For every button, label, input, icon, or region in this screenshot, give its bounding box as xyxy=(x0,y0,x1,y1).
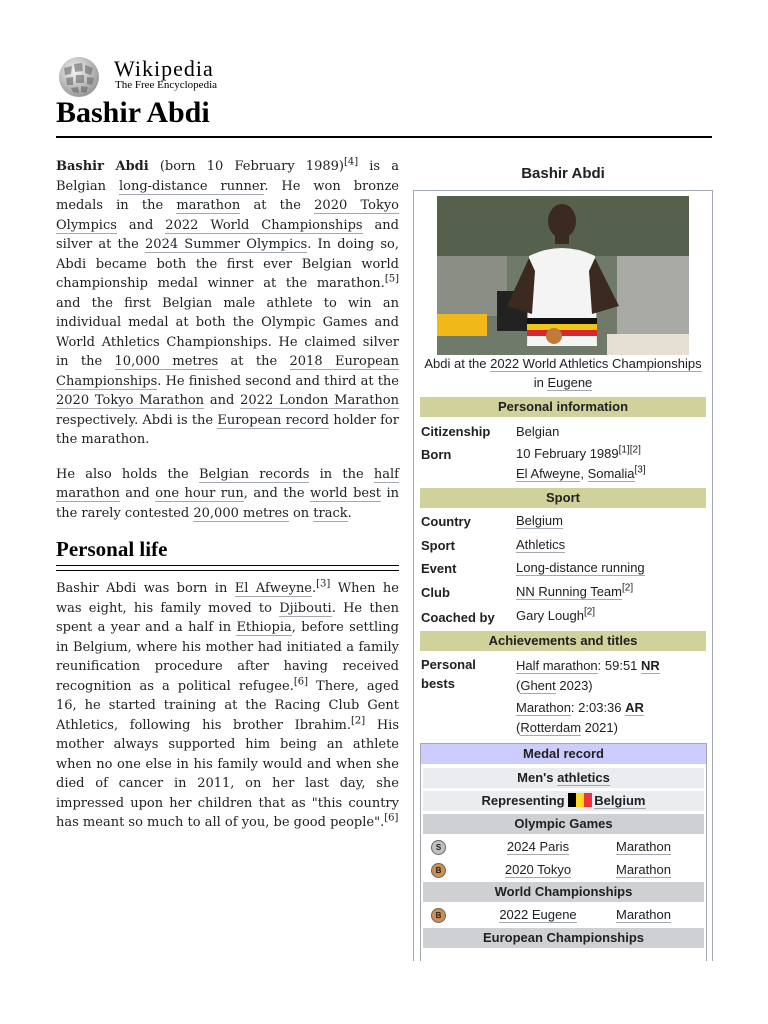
medal-record-header[interactable]: Medal record xyxy=(421,744,706,764)
wiki-link[interactable]: Ghent xyxy=(520,678,556,693)
text-run: and the first Belgian male athlete to win an individual medal at both the Olympic Games and World Athletics Championships. He claimed silver in the xyxy=(56,295,399,369)
wiki-link[interactable]: Belgian records xyxy=(198,466,310,482)
country-link[interactable]: Belgium xyxy=(594,793,646,808)
citation-ref[interactable]: [1][2] xyxy=(618,444,641,456)
medal-event-link[interactable]: 2022 Eugene xyxy=(499,907,577,922)
wiki-link[interactable]: Ethiopia xyxy=(236,620,292,635)
text-run: ( xyxy=(516,678,521,693)
infobox-title: Bashir Abdi xyxy=(521,165,605,182)
text-run: ( xyxy=(516,720,521,735)
wiki-link[interactable]: 2020 Tokyo Marathon xyxy=(56,393,205,408)
text-run: . xyxy=(312,581,317,596)
text-run: is a Belgian xyxy=(56,159,399,194)
section-sport: Sport xyxy=(420,488,706,508)
medal-event-link[interactable]: 2024 Paris xyxy=(506,839,570,854)
medal-event-link[interactable]: 2020 Tokyo xyxy=(504,862,572,877)
text-run: at the xyxy=(240,198,315,213)
medal-discipline-link[interactable]: Marathon xyxy=(616,907,671,922)
wiki-link[interactable]: El Afweyne xyxy=(234,581,313,596)
citation-ref[interactable]: [4] xyxy=(343,156,359,168)
tagline: The Free Encyclopedia xyxy=(115,79,218,91)
belgium-flag-icon xyxy=(568,793,592,807)
text-run: and xyxy=(116,217,166,233)
bronze-medal-icon: B xyxy=(431,863,446,878)
text-run: : 2:03:36 xyxy=(570,700,626,715)
citation-ref[interactable]: [6] xyxy=(293,676,308,688)
wiki-link[interactable]: half marathon xyxy=(56,466,399,501)
text-run: When he was eight, his family moved to xyxy=(56,581,400,616)
text-run: : 59:51 xyxy=(597,658,642,673)
intro-paragraph-2 xyxy=(56,465,399,524)
wiki-link[interactable]: NR xyxy=(641,658,660,673)
medal-entry xyxy=(423,904,704,926)
citation-ref[interactable]: [6] xyxy=(384,812,399,824)
section-heading-personal-life: Personal life xyxy=(56,537,168,561)
medal-record-table xyxy=(420,743,707,961)
text-run: in the rarely contested xyxy=(56,486,399,521)
personal-life-section xyxy=(56,579,399,833)
coach-label: Coached by xyxy=(421,610,495,625)
pb-half-marathon xyxy=(516,655,660,676)
section-personal-information: Personal information xyxy=(420,397,706,417)
wiki-link[interactable]: world best xyxy=(309,486,381,501)
pb-half-marathon-venue xyxy=(516,675,593,696)
wiki-link[interactable]: 20,000 metres xyxy=(193,505,289,521)
text-run: Abdi at the xyxy=(424,356,491,371)
wiki-link[interactable]: Eugene xyxy=(547,375,593,390)
citizenship-value: Belgian xyxy=(516,424,560,439)
citation-ref[interactable]: [3] xyxy=(316,578,331,590)
text-run: respectively. Abdi is the xyxy=(56,412,218,428)
text-run: on xyxy=(288,505,314,521)
page-title: Bashir Abdi xyxy=(56,96,210,129)
group-olympic-games: Olympic Games xyxy=(423,814,704,834)
wiki-link[interactable]: marathon xyxy=(176,198,241,213)
event-label: Event xyxy=(421,561,457,576)
personal-bests-label: Personal bests xyxy=(421,657,476,691)
club-label: Club xyxy=(421,585,450,600)
wikipedia-globe-icon xyxy=(56,56,102,98)
sport-row xyxy=(423,768,704,788)
wordmark: Wikipedia xyxy=(114,56,214,81)
wiki-link[interactable]: AR xyxy=(625,700,644,715)
section-divider-2 xyxy=(56,570,399,571)
text-run: , xyxy=(580,466,588,481)
athlete-photo[interactable] xyxy=(437,196,689,355)
text-run: and xyxy=(204,393,241,408)
wiki-link[interactable]: track xyxy=(313,505,348,521)
medal-entry xyxy=(423,859,704,881)
group-world-championships: World Championships xyxy=(423,882,704,902)
text-run: He also holds the xyxy=(56,466,199,482)
intro-paragraph-1 xyxy=(56,157,399,450)
text-run: His mother always supported him being an athlete when no one else in his family would and when she died of cancer in 2011, on her last day, she impressed upon her children that as "this country has meant so much to all of you, be good people". xyxy=(56,717,399,830)
citation-ref[interactable]: [2] xyxy=(350,715,366,727)
wiki-link[interactable]: Rotterdam xyxy=(520,720,582,735)
event-link[interactable]: Long-distance running xyxy=(516,560,645,575)
text-run: in the xyxy=(309,466,374,482)
text-run: Men's xyxy=(517,770,558,785)
text-run: . xyxy=(347,505,352,521)
text-run: in xyxy=(533,375,548,390)
wiki-link[interactable]: 2022 London Marathon xyxy=(240,393,399,408)
wiki-link[interactable]: Half marathon xyxy=(516,658,598,673)
coach-value xyxy=(516,605,595,626)
wiki-link[interactable]: 2022 World Athletics Championships xyxy=(490,356,702,371)
text-run: . He won bronze medals in the xyxy=(56,178,399,213)
country-value xyxy=(516,510,563,531)
wiki-link[interactable]: one hour run xyxy=(155,486,244,501)
wiki-link[interactable]: 2018 European Championships xyxy=(56,354,399,389)
pb-marathon xyxy=(516,697,644,718)
medal-discipline-link[interactable]: Marathon xyxy=(616,839,671,854)
infobox xyxy=(413,190,713,961)
text-run: holder for the marathon. xyxy=(56,412,399,447)
group-european-championships: European Championships xyxy=(423,928,704,948)
club-value xyxy=(516,581,633,602)
wiki-link[interactable]: NN Running Team xyxy=(516,584,622,599)
text-run: and silver at the xyxy=(56,217,400,252)
born-label: Born xyxy=(421,447,452,462)
section-divider xyxy=(56,565,399,566)
country-link[interactable]: Belgium xyxy=(516,513,563,528)
wiki-link[interactable]: 2024 Summer Olympics xyxy=(145,237,308,252)
wikipedia-logo[interactable] xyxy=(56,54,236,94)
text-run: 2021) xyxy=(581,720,618,735)
wiki-link[interactable]: European record xyxy=(217,412,330,428)
text-run: and xyxy=(119,486,156,501)
sport-link[interactable]: Athletics xyxy=(516,537,566,552)
silver-medal-icon: S xyxy=(431,840,446,855)
sport-label: Sport xyxy=(421,538,455,553)
wiki-link[interactable]: athletics xyxy=(557,770,610,785)
text-run: . In doing so, Abdi became both the first ever Belgian world championship medal winner at the marathon. xyxy=(56,237,400,291)
section-achievements: Achievements and titles xyxy=(420,631,706,651)
citizenship-label: Citizenship xyxy=(421,424,491,439)
citation-ref[interactable]: [2] xyxy=(621,582,634,594)
text-run: , and the xyxy=(243,486,310,501)
text-run: . He then spent a year and a half in xyxy=(56,600,399,635)
born-date xyxy=(516,443,641,464)
text-run: . He finished second and third at the xyxy=(157,373,399,389)
citation-ref[interactable]: [2] xyxy=(583,606,596,618)
wiki-link[interactable]: Somalia xyxy=(587,466,635,481)
wiki-link[interactable]: Marathon xyxy=(516,700,571,715)
text-run: 2023) xyxy=(555,678,593,693)
title-divider xyxy=(56,136,712,138)
wiki-link[interactable]: 10,000 metres xyxy=(114,354,219,369)
citation-ref[interactable]: [3] xyxy=(634,464,646,476)
wiki-link[interactable]: 2020 Tokyo Olympics xyxy=(56,198,399,233)
text-run: Bashir Abdi was born in xyxy=(56,581,235,596)
country-label: Country xyxy=(421,514,471,529)
text-run: at the xyxy=(218,354,290,369)
text-run: , before settling in Belgium, where his mother had initiated a family reunification procedure after having received recognition as a political refugee. xyxy=(56,620,400,694)
representing-label: Representing xyxy=(481,793,565,808)
wiki-link[interactable]: Djibouti xyxy=(279,600,332,616)
text-run: (born 10 February 1989) xyxy=(148,159,344,174)
personal-life-paragraph xyxy=(56,579,399,833)
photo-caption xyxy=(424,354,702,392)
medal-discipline-link[interactable]: Marathon xyxy=(616,862,671,877)
sport-value xyxy=(516,534,565,555)
text-run: 10 February 1989 xyxy=(516,446,619,461)
representing-row xyxy=(423,791,704,811)
text-run: Gary Lough xyxy=(516,608,584,623)
text-run: There, aged 16, he started training at the Racing Club Gent Athletics, following his brother Ibrahim. xyxy=(56,678,399,733)
wiki-link[interactable]: long-distance runner xyxy=(118,178,265,194)
event-value xyxy=(516,557,645,578)
wiki-link[interactable]: 2022 World Championships xyxy=(165,217,363,233)
sport-row-label xyxy=(517,770,610,786)
wiki-link[interactable]: El Afweyne xyxy=(516,466,581,481)
pb-marathon-venue xyxy=(516,717,618,738)
born-place xyxy=(516,463,646,484)
bold-text: Bashir Abdi xyxy=(56,159,149,174)
intro-section xyxy=(56,157,399,523)
medal-entry xyxy=(423,836,704,858)
citation-ref[interactable]: [5] xyxy=(384,273,399,285)
bronze-medal-icon: B xyxy=(431,908,446,923)
